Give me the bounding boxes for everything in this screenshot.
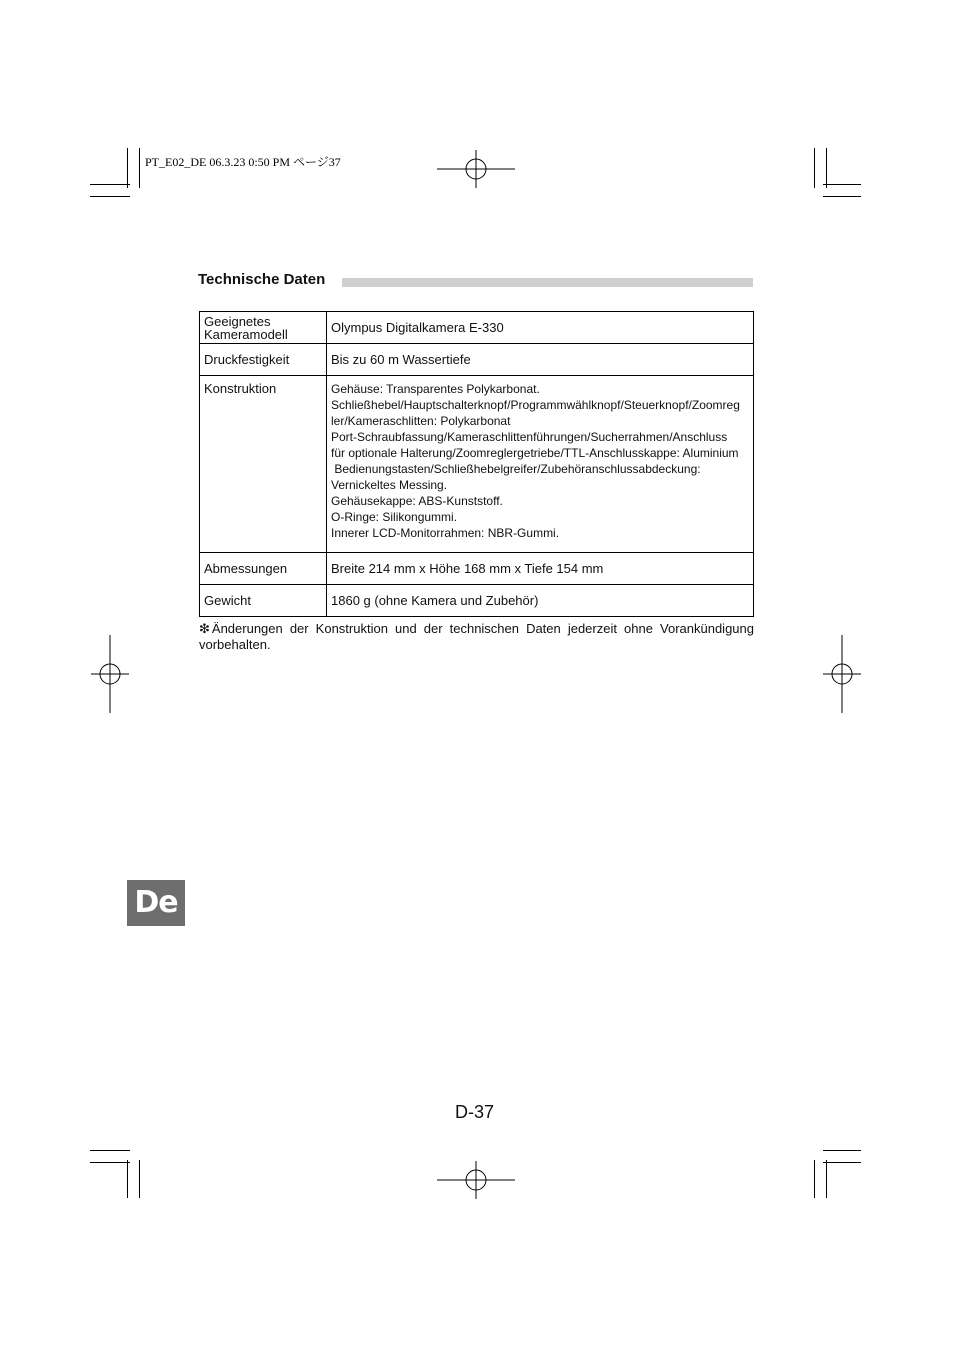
row-label: Druckfestigkeit — [200, 344, 327, 376]
footnote — [199, 621, 754, 653]
construction-line: Innerer LCD-Monitorrahmen: NBR-Gummi. — [331, 526, 560, 540]
row-value: Breite 214 mm x Höhe 168 mm x Tiefe 154 mm — [327, 553, 754, 585]
construction-line: Bedienungstasten/Schließhebelgreifer/Zubehöranschlussabdeckung: — [331, 462, 701, 476]
table-row — [200, 553, 754, 585]
row-label: Konstruktion — [200, 376, 327, 553]
row-label-line: Geeignetes — [204, 313, 271, 329]
title-rule — [342, 278, 753, 287]
table-row — [200, 376, 754, 553]
row-label-line: Kameramodell — [204, 326, 288, 342]
asterisk-icon: ❇ — [199, 621, 210, 636]
footnote-text: Änderungen der Konstruktion und der technischen Daten jederzeit ohne Vorankündigung vorbehalten. — [199, 621, 754, 652]
language-tab: De — [127, 880, 185, 926]
registration-mark-bottom-icon — [437, 1161, 515, 1201]
section-title: Technische Daten — [198, 271, 326, 288]
row-value: 1860 g (ohne Kamera und Zubehör) — [327, 585, 754, 617]
construction-line: für optionale Halterung/Zoomreglergetriebe/TTL-Anschlusskappe: Aluminium — [331, 446, 739, 460]
table-row — [200, 344, 754, 376]
registration-mark-right-icon — [823, 635, 863, 713]
construction-line: ler/Kameraschlitten: Polykarbonat — [331, 414, 511, 428]
registration-mark-top-icon — [437, 150, 515, 190]
row-label: Abmessungen — [200, 553, 327, 585]
table-row — [200, 585, 754, 617]
spec-table — [199, 311, 754, 617]
construction-line: Port-Schraubfassung/Kameraschlittenführungen/Sucherrahmen/Anschluss — [331, 430, 728, 444]
row-value: Olympus Digitalkamera E-330 — [327, 312, 754, 344]
row-value: Bis zu 60 m Wassertiefe — [327, 344, 754, 376]
print-slug: PT_E02_DE 06.3.23 0:50 PM ページ37 — [145, 155, 341, 169]
construction-line: Gehäusekappe: ABS-Kunststoff. — [331, 494, 503, 508]
page-number: D-37 — [455, 1102, 495, 1122]
row-label — [200, 312, 327, 344]
registration-mark-left-icon — [91, 635, 131, 713]
construction-line: O-Ringe: Silikongummi. — [331, 510, 458, 524]
table-row — [200, 312, 754, 344]
row-value — [327, 376, 754, 553]
construction-line: Gehäuse: Transparentes Polykarbonat. — [331, 382, 540, 396]
construction-line: Schließhebel/Hauptschalterknopf/Programmwählknopf/Steuerknopf/Zoomreg — [331, 398, 740, 412]
row-label: Gewicht — [200, 585, 327, 617]
construction-line: Vernickeltes Messing. — [331, 478, 448, 492]
